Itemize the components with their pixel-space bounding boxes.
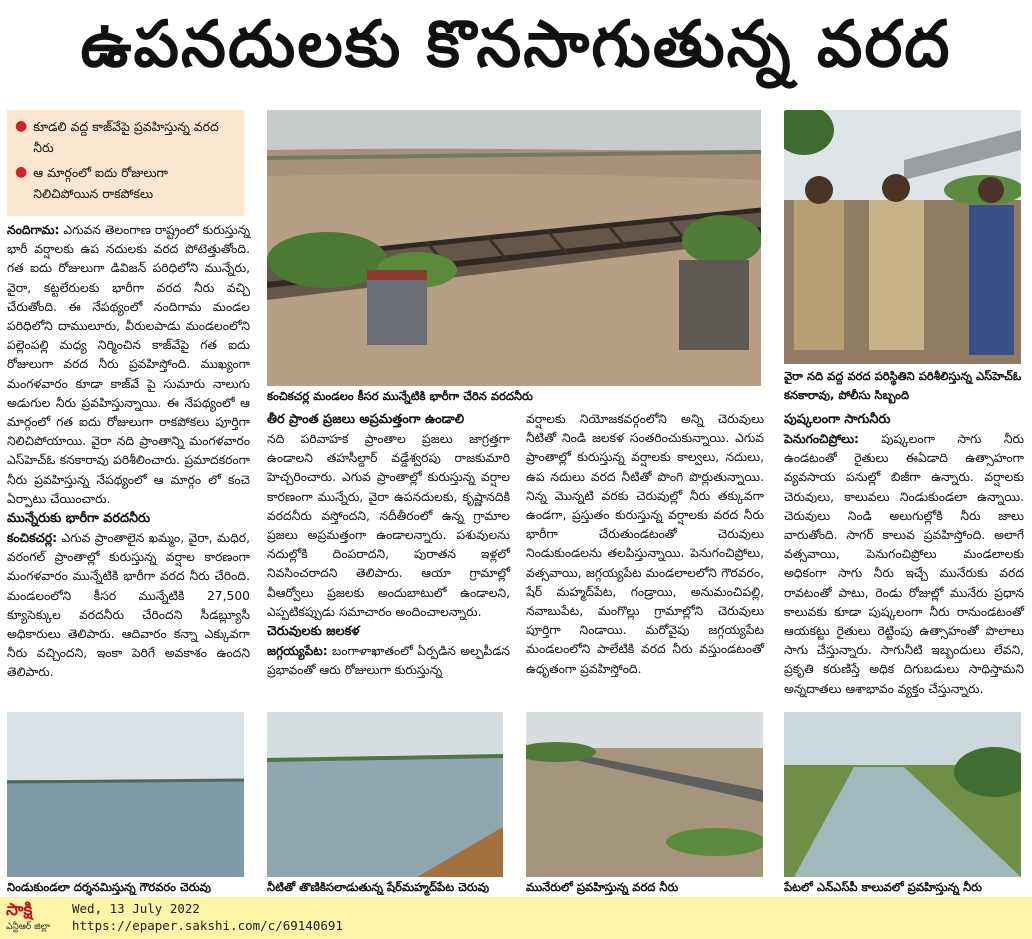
sakshi-logo: [6, 900, 66, 936]
dateline: కంచికచర్ల:: [7, 531, 58, 546]
nsp-canal-photo: [784, 712, 1021, 877]
highlight-text: కూడలి వద్ద కాజ్‌వేపై ప్రవహిస్తున్న వరద నీరు: [33, 119, 219, 155]
photo-caption: కంచికచర్ల మండలం కీసర మున్నేటికి భారీగా చేరిన వరదనీరు: [267, 389, 533, 403]
bullet-icon: ●: [15, 118, 28, 134]
gouravaram-tank-photo: [7, 712, 244, 877]
photo-caption: నిండుకుండలా దర్శనమిస్తున్న గౌరవరం చెరువు: [7, 880, 212, 894]
highlight-item: [15, 116, 236, 158]
dateline: జగ్గయ్యపేట:: [267, 644, 328, 659]
subheading: మున్నేరుకు భారీగా వరదనీరు: [7, 511, 150, 527]
photo-caption: నీటితో తొణికిసలాడుతున్న షేర్‌మహ్మద్‌పేట చెరువు: [267, 880, 490, 894]
paragraph: నది పరివాహక ప్రాంతాల ప్రజలు జాగ్రత్తగా ఉండాలని తహసీల్దార్ వడ్డేశ్వరపు రాజకుమారి హెచ్చరించారు. ఎగువ ప్రాంతాల్లో కురుస్తున్న వర్షాల కారణంగా మున్నేరు, వైరా ఉపనదులకు, కృష్ణానదికి వరదనీరు వస్తోందని, నదీతీరంలో ఉన్న గ్రామాల ప్రజలు అప్రమత్తంగా ఉండాలన్నారు. పశువులను నదుల్లోకి దింపరాదని, పురాతన ఇళ్లలో నివసించరాదని తెలిపారు. ఆయా గ్రామాల్లో వీఆర్వోలు ప్రజలకు అందుబాటులో ఉండాలని, ఎప్పటికప్పుడు సమాచారం అందించాలన్నారు.: [267, 432, 510, 619]
subheading: తీర ప్రాంత ప్రజలు అప్రమత్తంగా ఉండాలి: [267, 412, 465, 427]
muneru-flood-photo: [526, 712, 763, 877]
footer-bar: [0, 897, 1032, 939]
bullet-icon: ●: [15, 164, 28, 180]
subheading: చెరువులకు జలకళ: [267, 624, 360, 640]
photo-caption: [784, 367, 1024, 405]
paragraph-text: ఎగువన తెలంగాణ రాష్ట్రంలో కురుస్తున్న భారీ వర్షాలకు ఉప నదులకు వరద పోటెత్తుతోంది. గత ఐదు రోజులుగా డివిజన్ పరిధిలోని మున్నేరు, వైరా, కట్టలేరులకు భారీగా వరద నీరు వచ్చి చేరుతోంది. ఈ నేపథ్యంలో నందిగామ మండల పరిధిలోని దాములూరు, వీరులపాడు మండలంలోని పల్లెంపల్లి మధ్య నిర్మించిన కాజ్‌వేపై గత ఐదు రోజులుగా వరద నీరు ప్రవహిస్తోంది. ముఖ్యంగా మంగళవారం కూడా కాజ్‌వే పై సుమారు నాలుగు అడుగుల నీరు ప్రవహిస్తున్నాయి. ఈ నేపథ్యంలో ఆ మార్గంలో గత ఐదు రోజులుగా రాకపోకలు పూర్తిగా నిలిచిపోయాయి. వైరా నది ప్రాంతాన్ని మంగళవారం ఎస్‌హెచ్‌ఓ కనకారావు పరిశీలించారు. ప్రమాదకరంగా నీరు ప్రవహిస్తున్న నేపథ్యంలో ఆ మార్గం లో కంచె ఏర్పాటు చేయించారు.: [7, 223, 250, 506]
highlight-text: ఆ మార్గంలో ఐదు రోజులుగా నిలిచిపోయిన రాకపోకలు: [33, 165, 169, 201]
paragraph-text: ఎగువ ప్రాంతాలైన ఖమ్మం, వైరా, మధిర, వరంగల్ ప్రాంతాల్లో కురుస్తున్న వర్షాల కారణంగా మంగళవారం మున్నేటికి భారీగా వరద నీరు చేరింది. మండలంలోని కీసర మున్నేటికి 27,500 క్యూసెక్కుల వరదనీరు చేరిందని సీడబ్ల్యూసీ అధికారులు తెలిపారు. ఆదివారం కన్నా ఎక్కువగా నీరు వచ్చిందని, ఇంకా పెరిగే అవకాశం ఉందని తెలిపారు.: [7, 531, 250, 680]
article-column-1: [7, 221, 250, 701]
paragraph: [267, 642, 510, 680]
police-inspection-photo: [784, 110, 1021, 364]
paragraph-text: పుష్కలంగా సాగు నీరు ఉండటంతో రైతులు ఈఏడాది ఉత్సాహంగా వ్యవసాయ పనుల్లో బిజీగా ఉన్నారు. వర్షాలకు చెరువులు, కాలువలు నిండుకుండలా ఉన్నాయి. చెరువులు నిండి అలుగుల్లోకి నీరు జాలు వారుతోంది. సాగర్ కాలువ ప్రవహిస్తోంది. అలాగే వత్సవాయి, పెనుగంచిప్రోలు మండలాలకు అధికంగా సాగు నీరు ఇచ్చే మునేరుకు వరద రావటంతో పాటు, రెండు రోజుల్లో మునేరు ప్రధాన కాలువకు కూడా పుష్కలంగా నీరు రానుండటంతో ఆయకట్టు రైతులు రెట్టింపు ఉత్సాహంతో పొలాలు సాగు చేస్తున్నారు. సాగునీటి ఇబ్బందులు లేవని, ప్రకృతి కరుణిస్తే అధిక దిగుబడులు సాధిస్తామని అన్నదాతలు ఆశాభావం వ్యక్తం చేస్తున్నారు.: [784, 432, 1024, 696]
paragraph-text: బంగాళాఖాతంలో ఏర్పడిన అల్పపీడన ప్రభావంతో ఆరు రోజులుగా కురుస్తున్న: [267, 644, 510, 678]
shermohammadpet-tank-photo: [267, 712, 503, 877]
paragraph: వర్షాలకు నియోజకవర్గంలోని అన్ని చెరువులు నీటితో నిండి జలకళ సంతరించుకున్నాయి. ఎగువ ప్రాంతాల్లో కురుస్తున్న వర్షాలకు కాల్వలు, నదులు, ఉప నదులు వరద నీటితో పొంగి పొర్లుతున్నాయి. నిన్న మొన్నటి వరకు చెరువుల్లో నీరు తక్కువగా ఉండగా, ప్రస్తుతం కురుస్తున్న వర్షాలకు వరద నీరు భారీగా చేరుతుండటంతో చెరువులు నిండుకుండలను తలపిస్తున్నాయి. పెనుగంచిప్రోలు, వత్సవాయి, జగ్గయ్యపేట మండలాలలోని గౌరవరం, షేర్ మహ్మద్‌పేట, గండ్రాయి, అనుమంచిపల్లి, నవాబుపేట, మంగొల్లు గ్రామాల్లోని చెరువులు పూర్తిగా నిండాయి. మరోవైపు జగ్గయ్యపేట మండలంలోని పాలేటికి వరద నీరు వస్తుండటంతో ఉధృతంగా ప్రవహిస్తోంది.: [526, 412, 764, 676]
edition-date: Wed, 13 July 2022: [72, 901, 200, 916]
highlight-item: [15, 162, 236, 204]
paragraph: [7, 221, 250, 509]
dateline: నందిగామ:: [7, 223, 60, 237]
subheading: పుష్కలంగా సాగునీరు: [784, 412, 891, 427]
article-column-4: [784, 410, 1024, 700]
epaper-link[interactable]: https://epaper.sakshi.com/c/69140691: [72, 918, 343, 933]
article-column-2: [267, 410, 510, 700]
paragraph: [7, 529, 250, 683]
bridge-flood-photo: [267, 110, 761, 386]
headline: ఉపనదులకు కొనసాగుతున్న వరద: [80, 7, 952, 82]
paragraph: [784, 430, 1024, 699]
dateline: పెనుగంచిప్రోలు:: [784, 432, 859, 446]
caption-text: వైరా నది వద్ద వరద పరిస్థితిని పరిశీలిస్తున్న ఎస్‌హెచ్‌ఓ కనకారావు, పోలీసు సిబ్బంది: [784, 369, 1022, 402]
logo-edition: ఎన్టీఆర్ జిల్లా: [6, 922, 51, 932]
photo-caption: మునేరులో ప్రవహిస్తున్న వరద నీరు: [526, 880, 679, 894]
photo-caption: పేటలో ఎన్‌ఎస్‌పీ కాలువలో ప్రవహిస్తున్న నీరు: [784, 880, 982, 894]
highlights-box: [7, 110, 244, 216]
article-column-3: [526, 410, 764, 700]
logo-text: సాక్షి: [6, 900, 33, 920]
